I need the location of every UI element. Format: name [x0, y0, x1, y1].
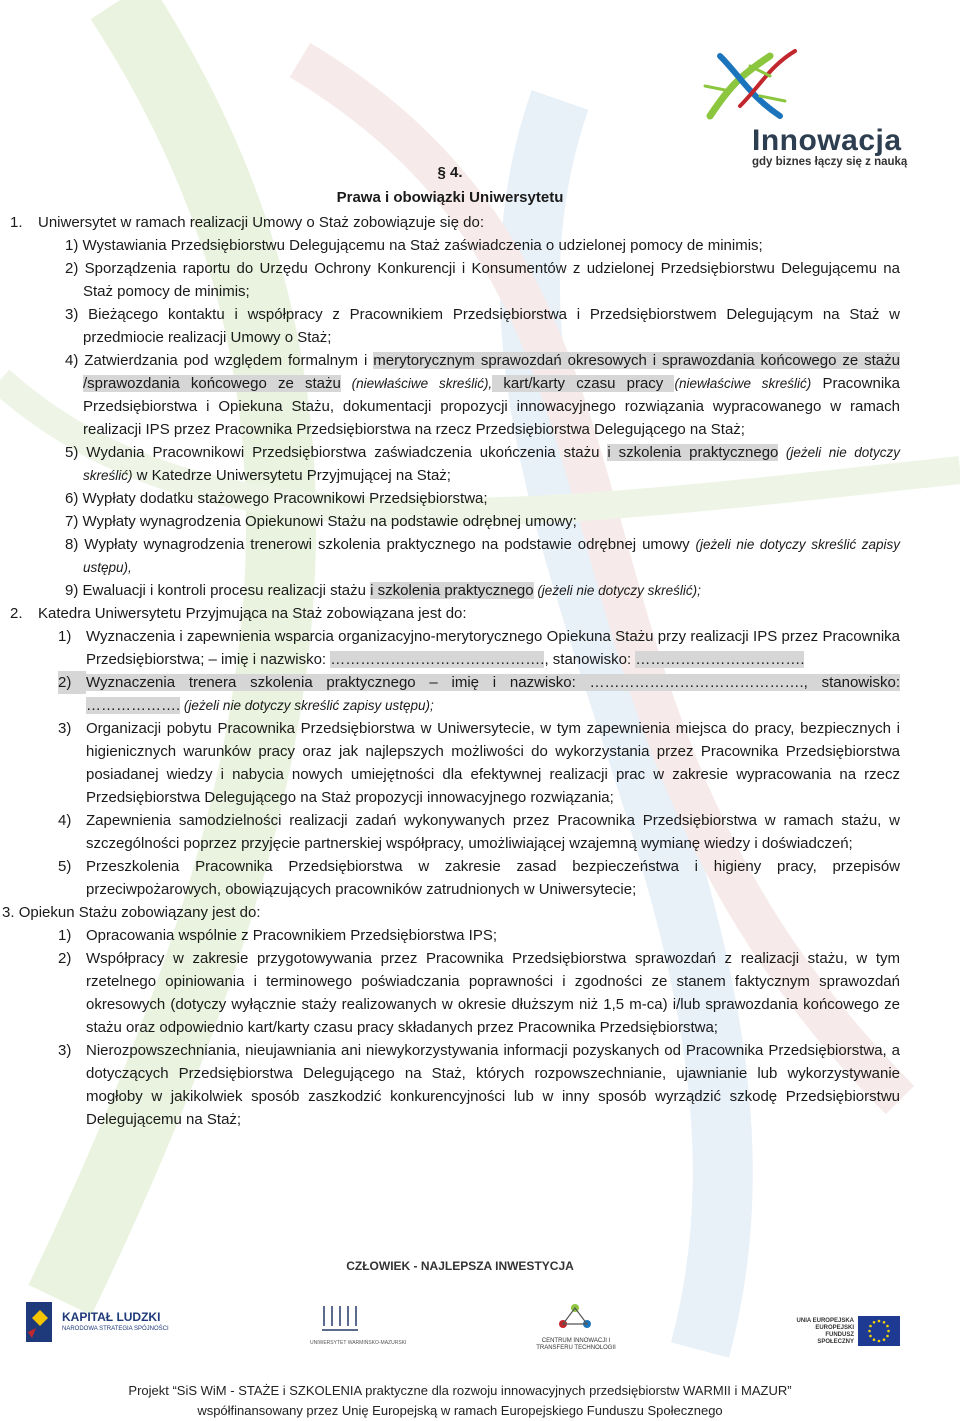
item-number: 3)	[58, 1042, 72, 1059]
italic-note: (jeżeli nie dotyczy skreślić);	[533, 583, 701, 598]
fill-in-blank: …………………………….	[635, 651, 805, 668]
list-item	[34, 671, 900, 717]
footer-logos	[0, 1298, 960, 1358]
uwm-crest-icon	[320, 1300, 360, 1338]
eu-flag-icon	[858, 1316, 900, 1346]
list-item	[65, 441, 900, 487]
logo-tagline: gdy biznes łączy się z nauką	[752, 156, 908, 168]
highlighted-text: i szkolenia praktycznego	[607, 444, 779, 461]
italic-note: (niewłaściwe skreślić)	[674, 376, 812, 391]
network-nodes-icon	[555, 1302, 595, 1336]
highlighted-text: kart/karty czasu pracy	[492, 375, 675, 392]
list-item	[34, 717, 900, 809]
item-text: Wydania Pracownikowi Przedsiębiorstwa zaświadczenia ukończenia stażu	[86, 444, 608, 461]
item-text: w Katedrze Uniwersytetu Przyjmującej na Staż;	[132, 467, 451, 484]
item-number: 5)	[65, 444, 79, 461]
item-number: 6)	[65, 490, 79, 507]
innowacja-logo	[700, 46, 910, 176]
project-footer	[0, 1381, 920, 1421]
item-text: Wystawiania Przedsiębiorstwu Delegującemu na Staż zaświadczenia o udzielonej pomocy de minimis;	[82, 237, 763, 254]
list-item	[65, 257, 900, 303]
item-number: 4)	[65, 352, 79, 369]
list-item	[34, 1039, 900, 1131]
item-number: 9)	[65, 582, 79, 599]
project-line-2: współfinansowany przez Unię Europejską w ramach Europejskiego Funduszu Społecznego	[197, 1403, 723, 1418]
clause-1-intro	[10, 211, 900, 234]
item-text: Zatwierdzania pod względem formalnym i	[84, 352, 374, 369]
item-number: 3)	[58, 720, 72, 737]
document-body	[2, 211, 901, 1131]
kapital-ludzki-subtitle: NARODOWA STRATEGIA SPÓJNOŚCI	[62, 1326, 169, 1332]
italic-note: (jeżeli nie dotyczy skreślić)	[83, 445, 901, 483]
clause-2-intro	[10, 602, 900, 625]
item-number: 1)	[58, 927, 72, 944]
highlighted-text: Wyznaczenia trenera szkolenia praktycznego – imię i nazwisko: ……………………………………., stanowisko: ……………….	[86, 674, 900, 714]
section-title: Prawa i obowiązki Uniwersytetu	[336, 189, 564, 206]
list-item	[65, 510, 900, 533]
clause-3-intro	[2, 901, 900, 924]
clause-number: 2.	[10, 605, 23, 622]
project-line-1: Projekt “SiS WiM - STAŻE i SZKOLENIA praktyczne dla rozwoju innowacyjnych przedsiębiorstw WARMII i MAZUR”	[128, 1383, 792, 1398]
list-item	[34, 809, 900, 855]
item-text: Ewaluacji i kontroli procesu realizacji stażu	[82, 582, 371, 599]
italic-note: (niewłaściwe skreślić),	[340, 376, 493, 391]
item-text: Zapewnienia samodzielności realizacji zadań wykonywanych przez Pracownika Przedsiębiorstwa w ramach stażu, w szczególności poprzez przyjęcie partnerskiej współpracy, umożliwiającej wzajemną wymianę wiedzy i doświadczeń;	[86, 812, 900, 852]
item-number: 1)	[58, 628, 72, 645]
highlighted-text: i szkolenia praktycznego	[370, 582, 534, 599]
clause-number: 1.	[10, 214, 23, 231]
list-item	[65, 349, 900, 441]
item-text: Opracowania wspólnie z Pracownikiem Przedsiębiorstwa IPS;	[86, 927, 498, 944]
item-text: Wyznaczenia i zapewnienia wsparcia organizacyjno-merytorycznego Opiekuna Stażu przy realizacji IPS przez Pracownika Przedsiębiorstwa; – imię i nazwisko:	[86, 628, 900, 668]
italic-note: (jeżeli nie dotyczy skreślić zapisy ustępu);	[180, 698, 434, 713]
clause-1-list	[10, 234, 900, 602]
list-item	[34, 625, 900, 671]
kapital-ludzki-logo	[22, 1298, 182, 1350]
clause-number: 3.	[2, 904, 15, 921]
clause-3-list	[10, 924, 900, 1131]
item-number: 8)	[65, 536, 79, 553]
item-text: Wypłaty wynagrodzenia Opiekunowi Stażu na podstawie odrębnej umowy;	[82, 513, 577, 530]
item-text: , stanowisko:	[544, 651, 636, 668]
item-number: 5)	[58, 858, 72, 875]
list-item	[65, 533, 900, 579]
eu-stars-icon	[858, 1316, 900, 1346]
dna-helix-icon	[700, 46, 810, 126]
item-number: 3)	[65, 306, 79, 323]
uwm-text: UNIWERSYTET WARMIŃSKO-MAZURSKI	[310, 1340, 407, 1346]
list-item	[65, 487, 900, 510]
fill-in-blank: …………………………………….	[330, 651, 545, 668]
item-number: 7)	[65, 513, 79, 530]
eu-text: UNIA EUROPEJSKA EUROPEJSKI FUNDUSZ SPOŁECZNY	[796, 1318, 854, 1345]
section-number: § 4.	[437, 164, 463, 181]
kapital-ludzki-icon	[22, 1298, 58, 1346]
clause-text: Opiekun Stażu zobowiązany jest do:	[18, 904, 261, 921]
item-text: Przeszkolenia Pracownika Przedsiębiorstwa w zakresie zasad bezpieczeństwa i higieny pracy, przepisów przeciwpożarowych, obowiązujących pracowników zatrudnionych w Uniwersytecie;	[86, 858, 900, 898]
clause-2-list	[10, 625, 900, 901]
uwm-logo	[310, 1300, 407, 1350]
item-text: Nierozpowszechniania, nieujawniania ani niewykorzystywania informacji pozyskanych od Pracownika Przedsiębiorstwa, a dotyczących Przedsiębiorstwa Delegującego na Staż, których rozpowszechnianie, ujawnianie lub wykorzystywanie mogłoby w jakikolwiek sposób zaszkodzić konkurencyjności lub w inny sposób wyrządzić szkodę Przedsiębiorstwu Delegującemu na Staż;	[86, 1042, 900, 1128]
item-text: Bieżącego kontaktu i współpracy z Pracownikiem Przedsiębiorstwa i Przedsiębiorstwem Delegującym na Staż w przedmiocie realizacji Umowy o Staż;	[83, 306, 901, 346]
list-item	[65, 579, 900, 602]
clause-text: Katedra Uniwersytetu Przyjmująca na Staż zobowiązana jest do:	[38, 605, 467, 622]
list-item	[65, 234, 900, 257]
item-number: 1)	[65, 237, 79, 254]
italic-note: (jeżeli nie dotyczy skreślić zapisy ustępu),	[83, 537, 900, 575]
item-number: 4)	[58, 812, 72, 829]
kapital-ludzki-title: KAPITAŁ LUDZKI	[62, 1310, 161, 1324]
cit-text: CENTRUM INNOWACJI I TRANSFERU TECHNOLOGII	[536, 1338, 616, 1351]
item-text: Pracownika Przedsiębiorstwa i Opiekuna Stażu, dokumentacji propozycji innowacyjnego rozwiązania wypracowanego w ramach realizacji IPS przez Pracownika Przedsiębiorstwa na rzecz Przedsiębiorstwa Delegującego na Staż;	[83, 375, 901, 438]
list-item	[65, 303, 900, 349]
logo-wordmark: Innowacja	[752, 124, 902, 157]
list-item	[34, 947, 900, 1039]
footer-slogan: CZŁOWIEK - NAJLEPSZA INWESTYCJA	[346, 1259, 574, 1273]
cit-logo	[530, 1302, 620, 1354]
list-item	[34, 924, 900, 947]
list-item	[34, 855, 900, 901]
clause-text: Uniwersytet w ramach realizacji Umowy o Staż zobowiązuje się do:	[38, 214, 485, 231]
eu-logo	[792, 1316, 912, 1356]
highlighted-text: merytorycznym sprawozdań okresowych i sprawozdania końcowego ze stażu /sprawozdania końcowego ze stażu	[83, 352, 900, 392]
item-text: Wypłaty dodatku stażowego Pracownikowi Przedsiębiorstwa;	[82, 490, 488, 507]
item-text: Organizacji pobytu Pracownika Przedsiębiorstwa w Uniwersytecie, w tym zapewnienia miejsca do pracy, bezpiecznych i higienicznych warunków pracy oraz jak najlepszych możliwości do wykorzystania przez Pracownika Przedsiębiorstwa posiadanej wiedzy i nabycia nowych umiejętności dla efektywnej realizacji prac w zakresie wypracowania na rzecz Przedsiębiorstwa Delegującego na Staż propozycji innowacyjnego rozwiązania;	[86, 720, 900, 806]
item-text: Współpracy w zakresie przygotowywania przez Pracownika Przedsiębiorstwa sprawozdań z realizacji stażu, w tym rzetelnego opiniowania i terminowego poświadczania poprawności i zgodności ze stanem faktycznym sprawozdań okresowych (dotyczy wyłącznie staży realizowanych w okresie dłuższym niż 1,5 m-ca) i/lub sprawozdania końcowego ze stażu oraz odpowiednio kart/karty czasu pracy składanych przez Pracownika Przedsiębiorstwa;	[86, 950, 900, 1036]
item-number: 2)	[58, 671, 86, 694]
item-text: Wypłaty wynagrodzenia trenerowi szkolenia praktycznego na podstawie odrębnej umowy	[84, 536, 696, 553]
item-number: 2)	[58, 950, 72, 967]
item-text: Sporządzenia raportu do Urzędu Ochrony Konkurencji i Konsumentów z udzielonej Przedsiębiorstwu Delegującemu na Staż pomocy de minimis;	[83, 260, 900, 300]
item-number: 2)	[65, 260, 79, 277]
